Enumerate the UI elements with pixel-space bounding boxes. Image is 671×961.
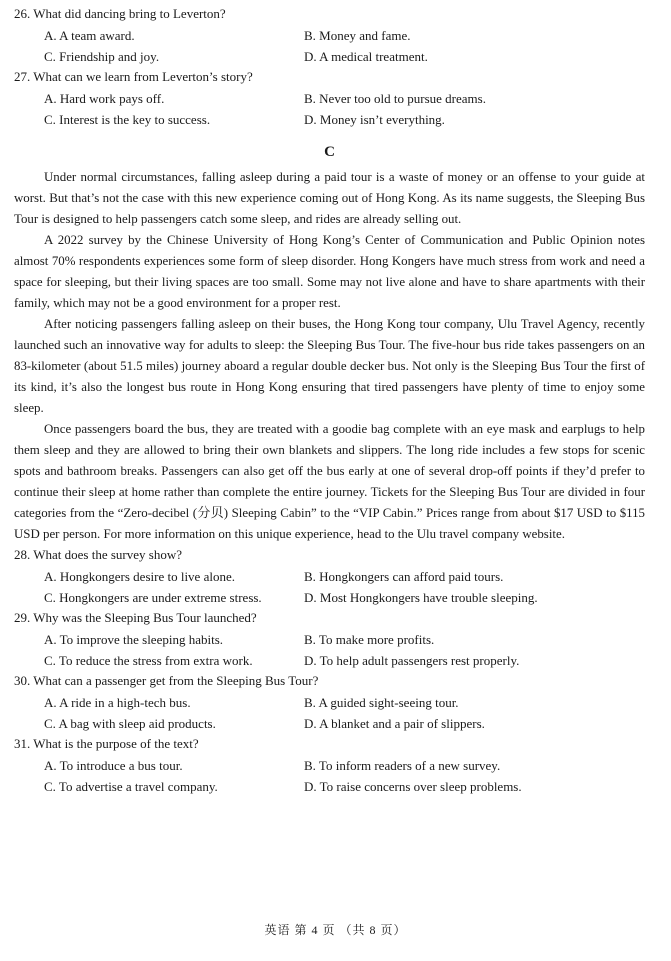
option-a: A. To improve the sleeping habits. (44, 632, 224, 647)
option-row (14, 46, 645, 67)
passage-paragraph-1: Under normal circumstances, falling asleep during a paid tour is a waste of money or an offense to your guide at worst. But that’s not the case with this new experience coming out of Hong Kong. As its name suggests, the Sleeping Bus Tour is designed to help passengers catch some sleep, and rides are already selling out. (14, 170, 645, 226)
option-a: A. A ride in a high-tech bus. (44, 695, 191, 710)
option-c: C. To advertise a travel company. (44, 779, 218, 794)
option-b: B. To inform readers of a new survey. (304, 758, 501, 773)
option-a: A. Hard work pays off. (44, 91, 165, 106)
option-d: D. A medical treatment. (304, 49, 428, 64)
option-b: B. Money and fame. (304, 28, 411, 43)
option-row (14, 755, 645, 776)
option-a: A. To introduce a bus tour. (44, 758, 183, 773)
question-stem: 28. What does the survey show? (14, 547, 183, 562)
option-c: C. Friendship and joy. (44, 49, 160, 64)
page-footer: 英语 第 4 页 （共 8 页） (264, 923, 407, 937)
question-stem: 30. What can a passenger get from the Sleeping Bus Tour? (14, 673, 319, 688)
option-d: D. To help adult passengers rest properly. (304, 653, 520, 668)
option-d: D. To raise concerns over sleep problems. (304, 779, 522, 794)
passage-paragraph-4: Once passengers board the bus, they are treated with a goodie bag complete with an eye mask and earplugs to help them sleep and they are allowed to bring their own blankets and slippers. The long ride includes a few stops for scenic spots and bathroom breaks. Passengers can also get off the bus early at one of several drop-off points if they’d prefer to continue their sleep at home rather than complete the entire journey. Tickets for the Sleeping Bus Tour are divided in four categories from the “Zero-decibel (分贝) Sleeping Cabin” to the “VIP Cabin.” Prices range from about $17 USD to $115 USD per person. For more information on this unique experience, head to the Ulu travel company website. (14, 422, 645, 541)
option-row (14, 650, 645, 671)
question-stem: 26. What did dancing bring to Leverton? (14, 6, 226, 21)
option-c: C. A bag with sleep aid products. (44, 716, 216, 731)
option-c: C. To reduce the stress from extra work. (44, 653, 253, 668)
question-31 (14, 734, 645, 797)
question-29 (14, 608, 645, 671)
option-row (14, 109, 645, 130)
section-title: C (324, 144, 335, 160)
passage-c (14, 167, 645, 545)
question-28 (14, 545, 645, 608)
option-a: A. Hongkongers desire to live alone. (44, 569, 235, 584)
option-c: C. Hongkongers are under extreme stress. (44, 590, 262, 605)
option-row (14, 692, 645, 713)
question-stem: 31. What is the purpose of the text? (14, 736, 199, 751)
option-d: D. A blanket and a pair of slippers. (304, 716, 485, 731)
option-b: B. A guided sight-seeing tour. (304, 695, 459, 710)
option-row (14, 25, 645, 46)
option-d: D. Money isn’t everything. (304, 112, 445, 127)
option-row (14, 776, 645, 797)
option-row (14, 587, 645, 608)
question-30 (14, 671, 645, 734)
option-a: A. A team award. (44, 28, 135, 43)
option-row (14, 88, 645, 109)
option-b: B. To make more profits. (304, 632, 435, 647)
question-26 (14, 4, 645, 67)
option-b: B. Hongkongers can afford paid tours. (304, 569, 504, 584)
option-d: D. Most Hongkongers have trouble sleeping. (304, 590, 538, 605)
option-c: C. Interest is the key to success. (44, 112, 211, 127)
question-27 (14, 67, 645, 130)
option-b: B. Never too old to pursue dreams. (304, 91, 486, 106)
option-row (14, 713, 645, 734)
passage-paragraph-3: After noticing passengers falling asleep on their buses, the Hong Kong tour company, Ulu Travel Agency, recently launched such an innovative way for adults to sleep: the Sleeping Bus Tour. The five-hour bus ride takes passengers on an 83-kilometer (about 51.5 miles) journey aboard a regular double decker bus. Not only is the Sleeping Bus Tour the first of its kind, it’s also the longest bus route in Hong Kong ensuring that tired passengers have plenty of time to enjoy some sleep. (14, 317, 645, 415)
passage-paragraph-2: A 2022 survey by the Chinese University of Hong Kong’s Center of Communication and Public Opinion notes almost 70% respondents experiences some form of sleep disorder. Hong Kongers have much stress from work and need a space for sleeping, but their living spaces are too small. Some may not live alone and have to share apartments with their family, which may not be a good environment for a proper rest. (14, 233, 645, 310)
option-row (14, 629, 645, 650)
question-stem: 27. What can we learn from Leverton’s story? (14, 69, 253, 84)
option-row (14, 566, 645, 587)
question-stem: 29. Why was the Sleeping Bus Tour launched? (14, 610, 257, 625)
